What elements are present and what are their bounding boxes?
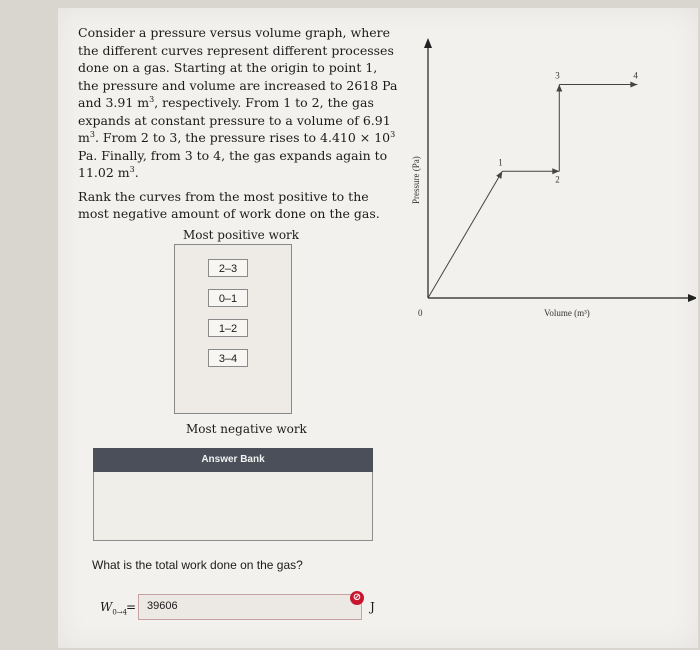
problem-intro: Consider a pressure versus volume graph, where the different curves represent different processes done on a gas. xyxy=(78,25,394,75)
ranking-top-label: Most positive work xyxy=(183,228,300,242)
process-paths xyxy=(428,71,638,298)
rank-chip-3-4[interactable]: 3–4 xyxy=(208,349,248,367)
problem-step3: From 2 to 3, the pressure rises to 4.410 × 10 xyxy=(102,130,391,145)
ranking-bottom-label: Most negative work xyxy=(186,422,307,436)
problem-step1-end: , respectively. xyxy=(154,95,242,110)
problem-step1: Starting at the origin to point 1, the pressure and volume are increased to 2618 Pa and 3.91 m xyxy=(78,60,398,110)
problem-step2-end: . xyxy=(94,130,99,145)
rank-chip-1-2[interactable]: 1–2 xyxy=(208,319,248,337)
problem-step4-end: . xyxy=(134,165,139,180)
superscript-3: 3 xyxy=(129,164,135,174)
problem-step2: From 1 to 2, the gas expands at constant pressure to a volume of 6.91 m xyxy=(78,95,391,145)
ranking-dropzone[interactable] xyxy=(174,244,292,414)
y-axis-label: Pressure (Pa) xyxy=(411,156,421,204)
pv-graph xyxy=(404,36,696,336)
y-axis-arrow-icon xyxy=(424,38,432,48)
process-arrow-icon xyxy=(496,171,502,179)
process-arrow-icon xyxy=(556,85,562,92)
process-segment xyxy=(428,171,502,298)
total-work-question: What is the total work done on the gas? xyxy=(92,558,303,572)
point-label: 3 xyxy=(555,70,560,81)
work-unit: J xyxy=(370,600,375,614)
point-label: 2 xyxy=(555,174,560,185)
ranking-instruction: Rank the curves from the most positive to the most negative amount of work done on the gas. xyxy=(78,188,380,221)
superscript-exponent: 3 xyxy=(390,129,396,139)
problem-text xyxy=(78,24,398,182)
problem-statement xyxy=(78,24,398,229)
x-axis-label: Volume (m³) xyxy=(544,308,590,318)
origin-label: 0 xyxy=(418,308,423,318)
problem-step3-end: Pa. Finally, xyxy=(78,147,147,163)
answer-bank-header: Answer Bank xyxy=(93,448,373,472)
work-subscript: 0→4 xyxy=(112,608,128,617)
rank-chip-2-3[interactable]: 2–3 xyxy=(208,259,248,277)
work-symbol-letter: W xyxy=(100,600,113,614)
rank-chip-0-1[interactable]: 0–1 xyxy=(208,289,248,307)
x-axis-arrow-icon xyxy=(688,294,696,302)
work-symbol xyxy=(100,600,127,616)
answer-bank-dropzone[interactable] xyxy=(93,472,373,541)
superscript-3: 3 xyxy=(149,94,155,104)
process-arrow-icon xyxy=(630,82,637,88)
error-icon: ⊘ xyxy=(350,591,364,605)
point-label: 4 xyxy=(633,70,638,81)
total-work-input[interactable]: 39606 xyxy=(138,594,362,620)
equals-sign: = xyxy=(126,600,137,614)
point-label: 1 xyxy=(498,157,503,168)
superscript-3: 3 xyxy=(89,129,95,139)
problem-step4: from 3 to 4, the gas expands again to 11.02 m xyxy=(78,147,388,180)
